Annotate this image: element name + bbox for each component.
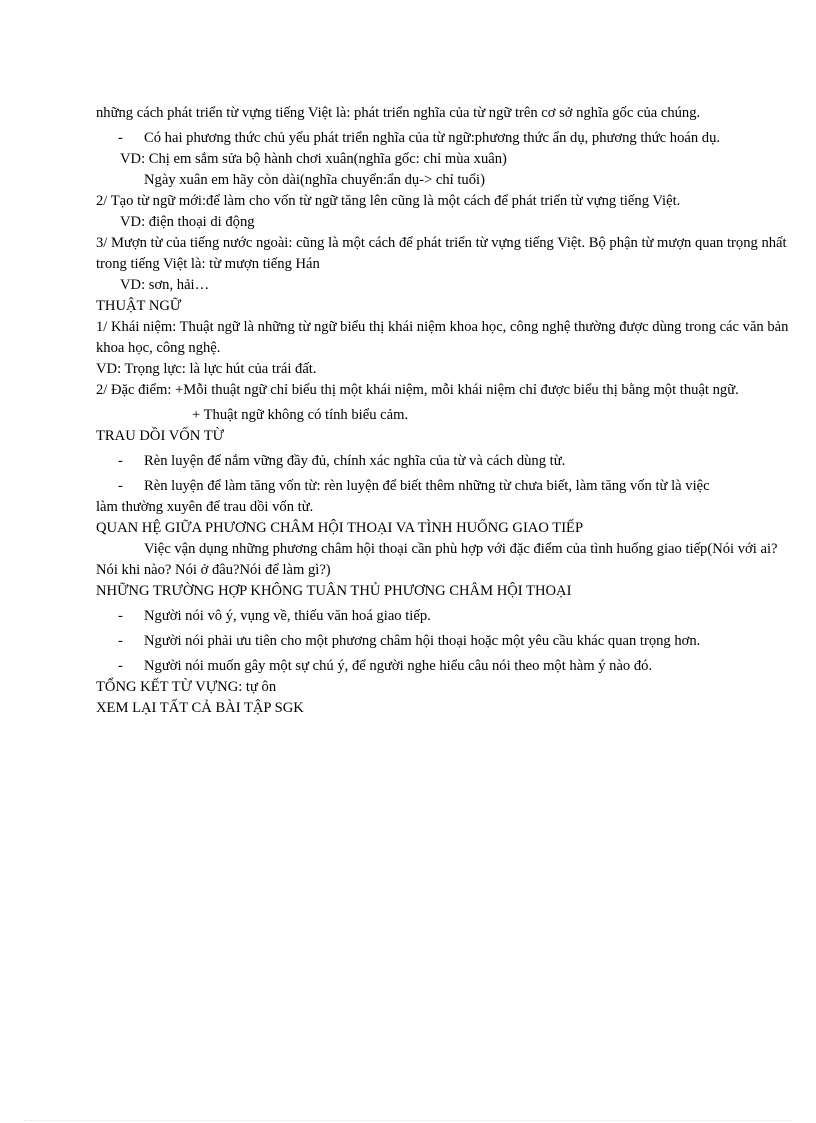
list-item — [96, 606, 790, 627]
example-line: VD: Trọng lực: là lực hút của trái đất. — [96, 361, 317, 377]
feature-line: + Thuật ngữ không có tính biểu cảm. — [192, 407, 409, 423]
section-heading: TRAU DỒI VỐN TỪ — [96, 428, 224, 444]
list-item — [96, 656, 790, 677]
section-heading: QUAN HỆ GIỮA PHƯƠNG CHÂM HỘI THOẠI VA TÌNH HUỐNG GIAO TIẾP — [96, 520, 584, 536]
bullet-mark: - — [118, 453, 123, 469]
section-heading: THUẬT NGỮ — [96, 298, 182, 314]
list-item — [96, 476, 790, 497]
document-body — [96, 103, 790, 719]
example-line: VD: điện thoại di động — [120, 214, 255, 230]
section-heading: XEM LẠI TẤT CẢ BÀI TẬP SGK — [96, 700, 304, 716]
example-line: VD: sơn, hải… — [120, 277, 210, 293]
paragraph-borrow-words: 3/ Mượn từ của tiếng nước ngoài: cũng là một cách để phát triển từ vựng tiếng Việt. Bộ phận từ mượn quan trọng nhất trong tiếng Việt là: từ mượn tiếng Hán — [96, 235, 787, 272]
paragraph-features: 2/ Đặc điểm: +Mỗi thuật ngữ chỉ biểu thị một khái niệm, mỗi khái niệm chỉ được biểu thị bằng một thuật ngữ. — [96, 382, 739, 398]
continuation-line: làm thường xuyên để trau dồi vốn từ. — [96, 499, 314, 515]
list-item-text: Người nói vô ý, vụng về, thiếu văn hoá giao tiếp. — [144, 608, 431, 624]
page-bottom-rule — [24, 1120, 792, 1121]
bullet-mark: - — [118, 658, 123, 674]
paragraph-context: Việc vận dụng những phương châm hội thoại cần phù hợp với đặc điểm của tình huống giao tiếp(Nói với ai? Nói khi nào? Nói ở đâu?Nói để làm gì?) — [96, 541, 778, 578]
list-item-text: Rèn luyện để làm tăng vốn từ: rèn luyện để biết thêm những từ chưa biết, làm tăng vốn từ là việc — [144, 478, 710, 494]
section-heading: TỔNG KẾT TỪ VỰNG: tự ôn — [96, 679, 277, 695]
bullet-mark: - — [118, 130, 123, 146]
list-item-text: Có hai phương thức chủ yếu phát triển nghĩa của từ ngữ:phương thức ẩn dụ, phương thức hoán dụ. — [144, 130, 721, 146]
bullet-mark: - — [118, 478, 123, 494]
list-item — [96, 451, 790, 472]
bullet-mark: - — [118, 608, 123, 624]
list-item — [96, 631, 790, 652]
list-item-text: Rèn luyện để nắm vững đầy đủ, chính xác nghĩa của từ và cách dùng từ. — [144, 453, 566, 469]
example-line: VD: Chị em sắm sửa bộ hành chơi xuân(nghĩa gốc: chỉ mùa xuân) — [120, 151, 507, 167]
list-item-text: Người nói phải ưu tiên cho một phương châm hội thoại hoặc một yêu cầu khác quan trọng hơn. — [144, 633, 701, 649]
list-item-text: Người nói muốn gây một sự chú ý, để người nghe hiểu câu nói theo một hàm ý nào đó. — [144, 658, 653, 674]
example-line: Ngày xuân em hãy còn dài(nghĩa chuyển:ẩn dụ-> chỉ tuổi) — [144, 172, 485, 188]
section-heading: NHỮNG TRƯỜNG HỢP KHÔNG TUÂN THỦ PHƯƠNG CHÂM HỘI THOẠI — [96, 583, 572, 599]
bullet-mark: - — [118, 633, 123, 649]
paragraph-intro: những cách phát triển từ vựng tiếng Việt là: phát triển nghĩa của từ ngữ trên cơ sở nghĩa gốc của chúng. — [96, 105, 701, 121]
list-item — [96, 128, 790, 149]
paragraph-definition: 1/ Khái niệm: Thuật ngữ là những từ ngữ biểu thị khái niệm khoa học, công nghệ thường được dùng trong các văn bản khoa học, công nghệ. — [96, 319, 789, 356]
paragraph-create-words: 2/ Tạo từ ngữ mới:để làm cho vốn từ ngữ tăng lên cũng là một cách để phát triển từ vựng tiếng Việt. — [96, 193, 681, 209]
